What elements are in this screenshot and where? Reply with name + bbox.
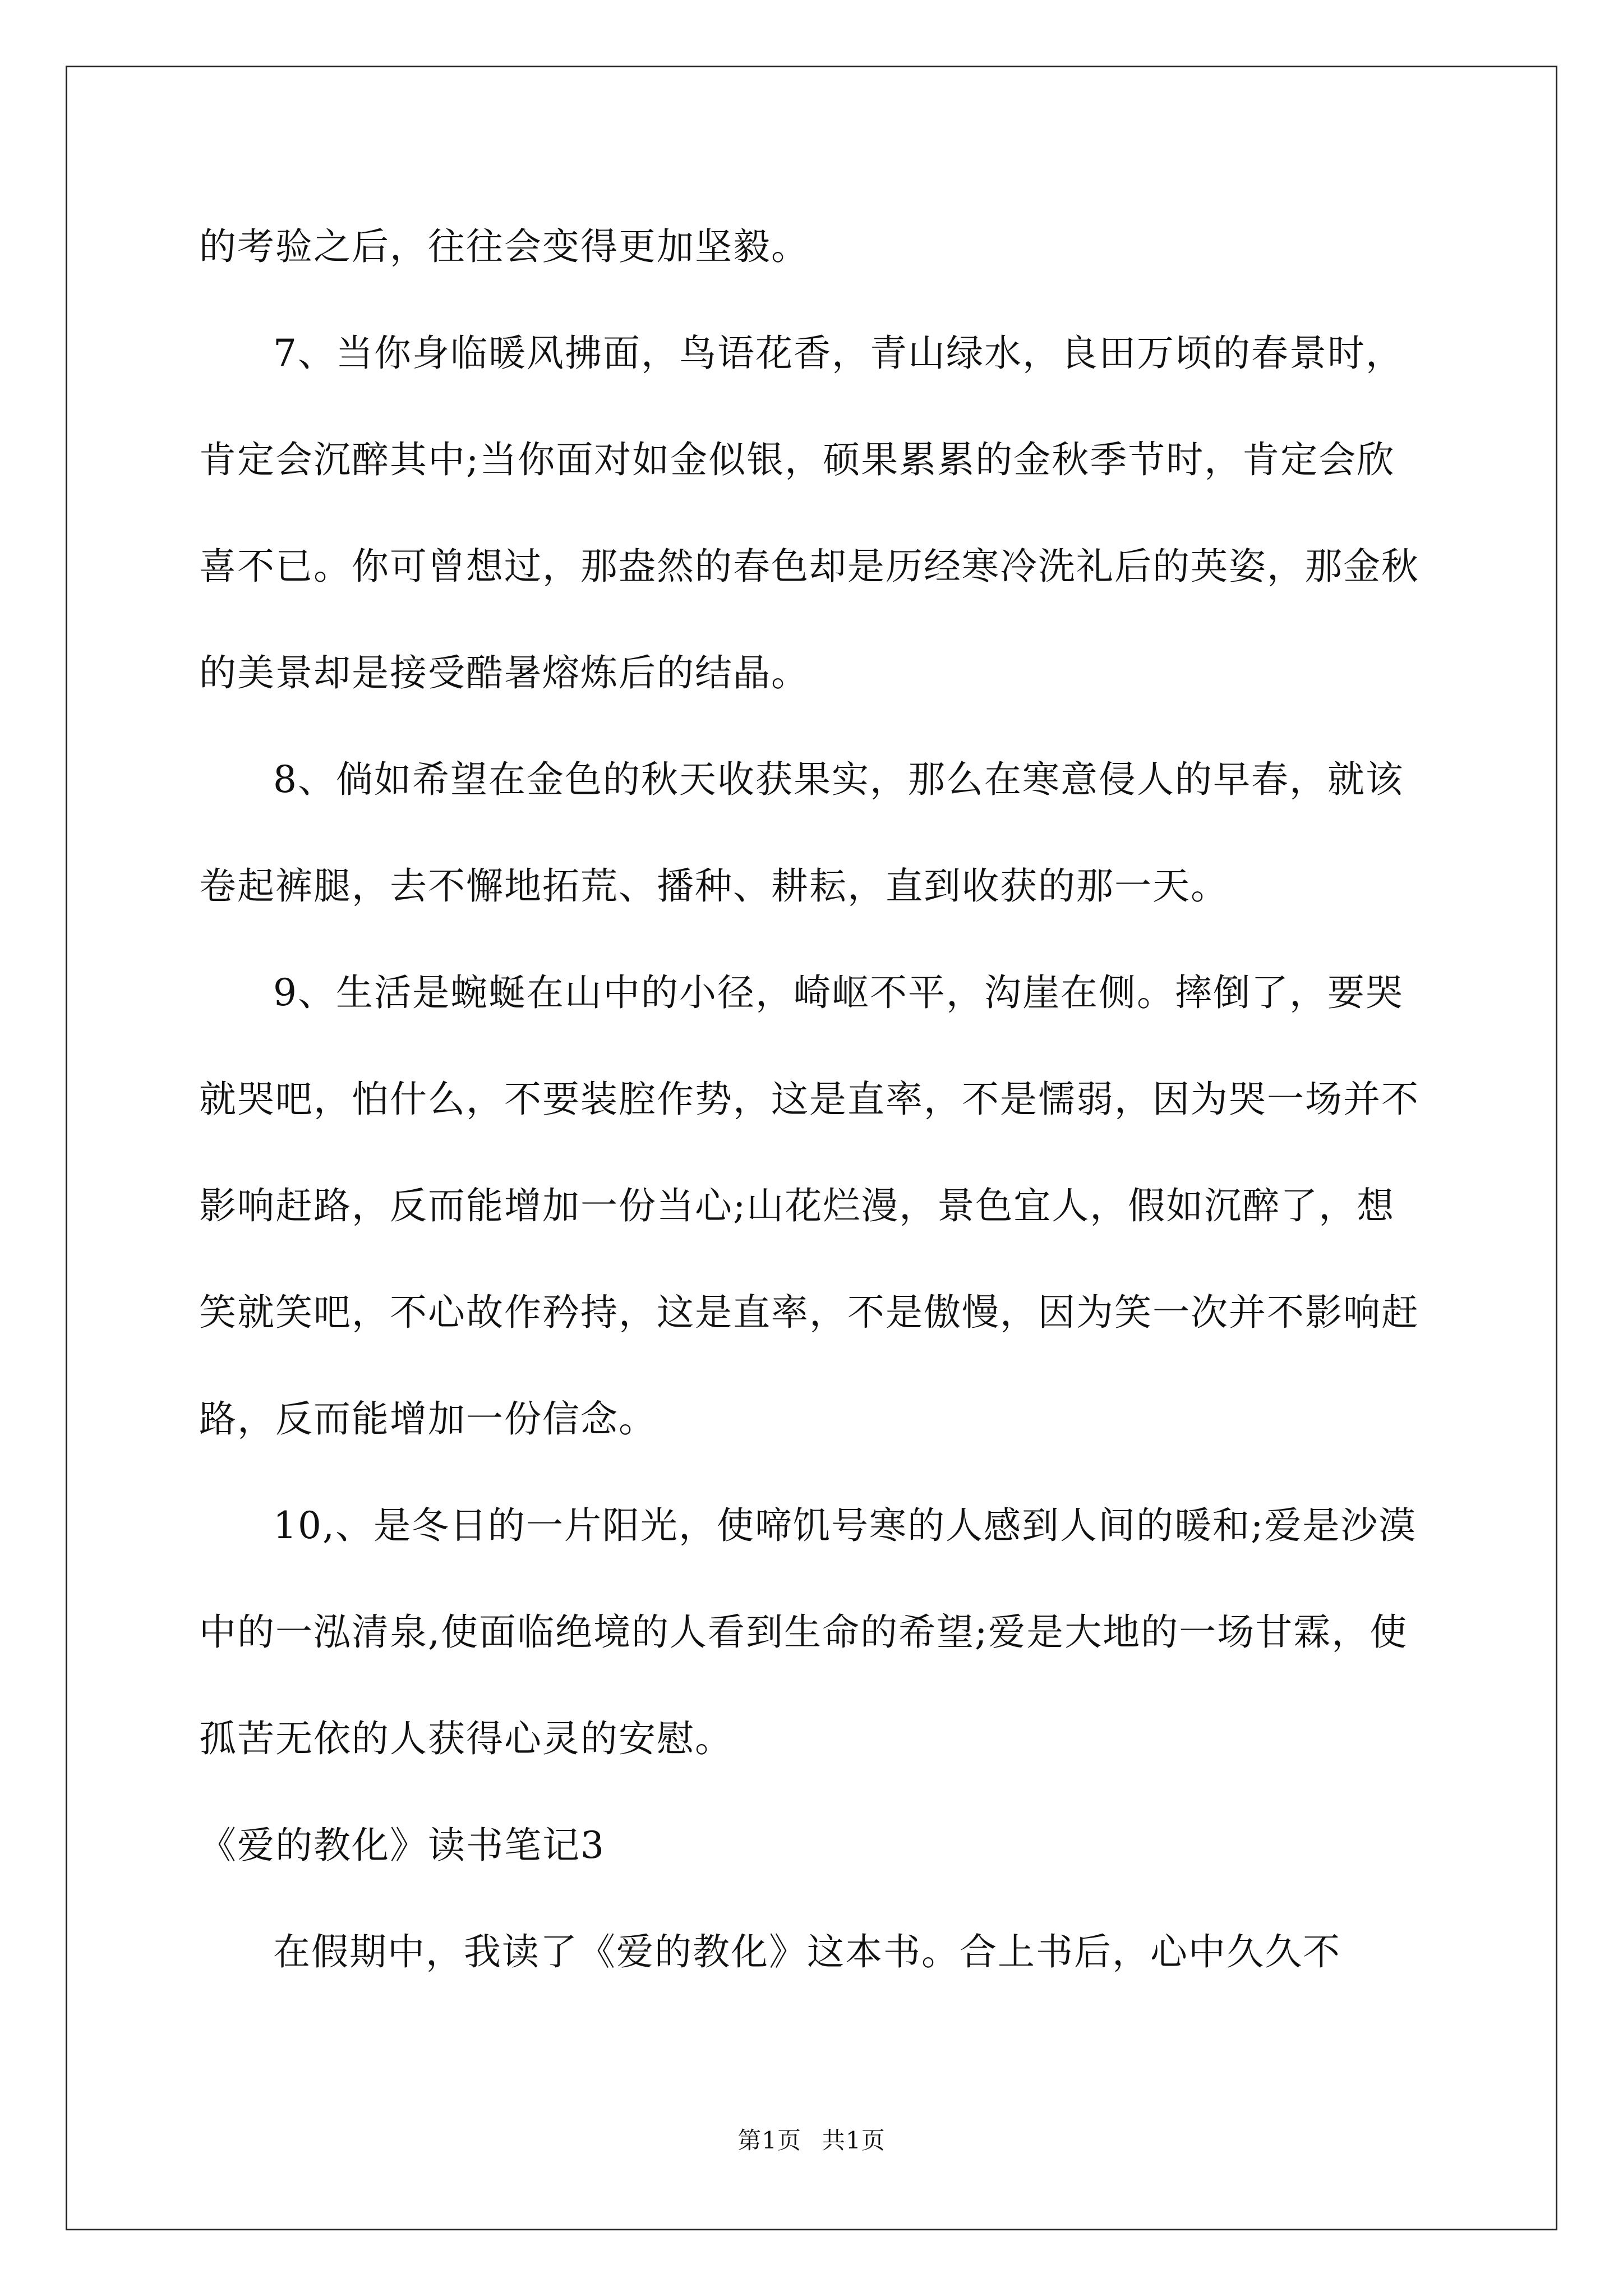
- paragraph-item-10: 10,、是冬日的一片阳光，使啼饥号寒的人感到人间的暖和;爱是沙漠中的一泓清泉,使面临绝境的人看到生命的希望;爱是大地的一场甘霖，使孤苦无依的人获得心灵的安慰。: [199, 1504, 1417, 1760]
- page-footer: [0, 2122, 1623, 2156]
- paragraph-continuation: 的考验之后，往往会变得更加坚毅。: [199, 225, 809, 268]
- paragraph-item-7: 7、当你身临暖风拂面，鸟语花香，青山绿水，良田万顷的春景时，肯定会沉醉其中;当你面对如金似银，硕果累累的金秋季节时，肯定会欣喜不已。你可曾想过，那盎然的春色却是历经寒冷洗礼后的英姿，那金秋的美景却是接受酷暑熔炼后的结晶。: [199, 332, 1419, 694]
- section-heading: 《爱的教化》读书笔记3: [199, 1824, 605, 1867]
- paragraph-final: 在假期中，我读了《爱的教化》这本书。合上书后，心中久久不: [273, 1930, 1341, 1973]
- page-total: 共1页: [822, 2127, 886, 2154]
- paragraph-item-9: 9、生活是蜿蜒在山中的小径，崎岖不平，沟崖在侧。摔倒了，要哭就哭吧，怕什么，不要装腔作势，这是直率，不是懦弱，因为哭一场并不影响赶路，反而能增加一份当心;山花烂漫，景色宜人，假如沉醉了，想笑就笑吧，不心故作矜持，这是直率，不是傲慢，因为笑一次并不影响赶路，反而能增加一份信念。: [199, 971, 1419, 1441]
- paragraph-item-8: 8、倘如希望在金色的秋天收获果实，那么在寒意侵人的早春，就该卷起裤腿，去不懈地拓荒、播种、耕耘，直到收获的那一天。: [199, 758, 1404, 908]
- page-number: 第1页: [737, 2127, 801, 2154]
